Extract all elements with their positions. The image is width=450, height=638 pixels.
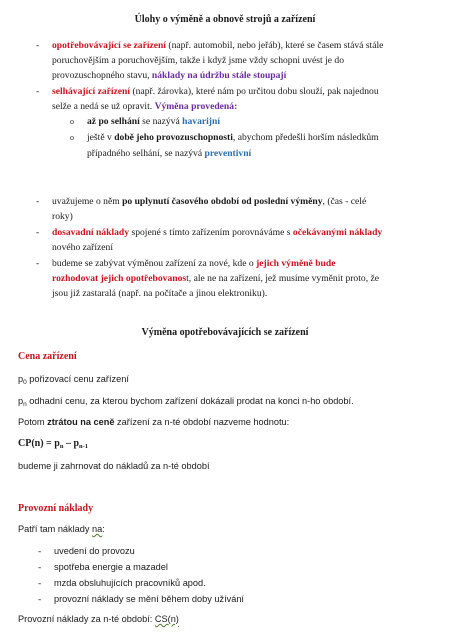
dash-bullet: - xyxy=(36,196,40,207)
dash-bullet: - xyxy=(36,258,40,269)
dash-bullet: - xyxy=(36,40,40,51)
dash-bullet: - xyxy=(38,594,42,605)
dash-bullet: - xyxy=(38,562,42,573)
bullet-2-line-1: selhávající zařízení (např. žárovka), které nám po určitou dobu slouží, pak najednou xyxy=(52,86,379,97)
provoz-heading: Provozní náklady xyxy=(18,503,94,514)
bullet-1-line-3: provozuschopného stavu, náklady na údržbu stále stoupají xyxy=(52,70,287,81)
bullet-5-line-3: jsou již zastaralá (např. na počítače a jinou elektroniku). xyxy=(52,288,268,299)
sub-bullet-2-line-2: případného selhání, se nazývá preventivní xyxy=(87,148,252,159)
list-item: spotřeba energie a mazadel xyxy=(54,562,168,572)
circle-bullet-icon: o xyxy=(70,117,74,126)
bullet-3-line-2: roky) xyxy=(52,211,73,222)
dash-bullet: - xyxy=(36,227,40,238)
bullet-1-line-1: opotřebovávající se zařízení (např. automobil, nebo jeřáb), které se časem stává stále xyxy=(52,40,384,51)
bullet-4-line-2: nového zařízení xyxy=(52,242,113,253)
bullet-1-line-2: poruchovějším a poruchovějším, takže i když jsme vždy schopni uvést je do xyxy=(52,55,345,66)
p0-definition: $p_0$ pořizovací cenu zařízení xyxy=(18,374,129,386)
dash-bullet: - xyxy=(38,578,42,589)
dash-bullet: - xyxy=(36,86,40,97)
bullet-2-line-2: selže a nedá se už opravit. Výměna provedená: xyxy=(52,101,238,112)
bullet-5-line-1: budeme se zabývat výměnou zařízení za nové, kde o jejich výměně bude xyxy=(52,258,336,269)
list-item: mzda obsluhujících pracovníků apod. xyxy=(54,578,206,588)
list-item: provozní náklady se mění během doby užívání xyxy=(54,594,244,604)
list-item: uvedení do provozu xyxy=(54,546,135,556)
dash-bullet: - xyxy=(38,546,42,557)
bullet-4-line-1: dosavadní náklady spojené s tímto zařízením porovnáváme s očekávanými náklady xyxy=(52,227,383,238)
potom-line: Potom ztrátou na ceně zařízení za n-té období nazveme hodnotu: xyxy=(18,417,290,427)
section-title: Výměna opotřebovávajících se zařízení xyxy=(141,327,309,338)
sub-bullet-2-line-1: ještě v době jeho provozuschopnosti, abychom předešli horším následkům xyxy=(87,132,379,143)
cp-formula: $CP(n) = p_n - p_{n-1}$ xyxy=(18,438,89,450)
bullet-3-line-1: uvažujeme o něm po uplynutí časového období od poslední výměny, (čas - celé xyxy=(52,196,367,207)
circle-bullet-icon: o xyxy=(70,133,74,142)
bullet-5-line-2: rozhodovat jejich opotřebovanost, ale ne na zařízení, jež musíme vyměnit proto, že xyxy=(52,273,380,284)
pn-definition: $p_n$ odhadní cenu, za kterou bychom zařízení dokázali prodat na konci n-ho období. xyxy=(18,396,354,408)
provoz-last-line: Provozní náklady za n-té období: CS(n) xyxy=(18,614,179,624)
zahrnovat-line: budeme ji zahrnovat do nákladů za n-té období xyxy=(18,461,210,471)
sub-bullet-1: až po selhání se nazývá havarijní xyxy=(87,116,220,127)
document-title: Úlohy o výměně a obnově strojů a zařízení xyxy=(134,14,316,25)
provoz-intro: Patří tam náklady na: xyxy=(18,524,105,534)
cena-heading: Cena zařízení xyxy=(18,351,77,362)
